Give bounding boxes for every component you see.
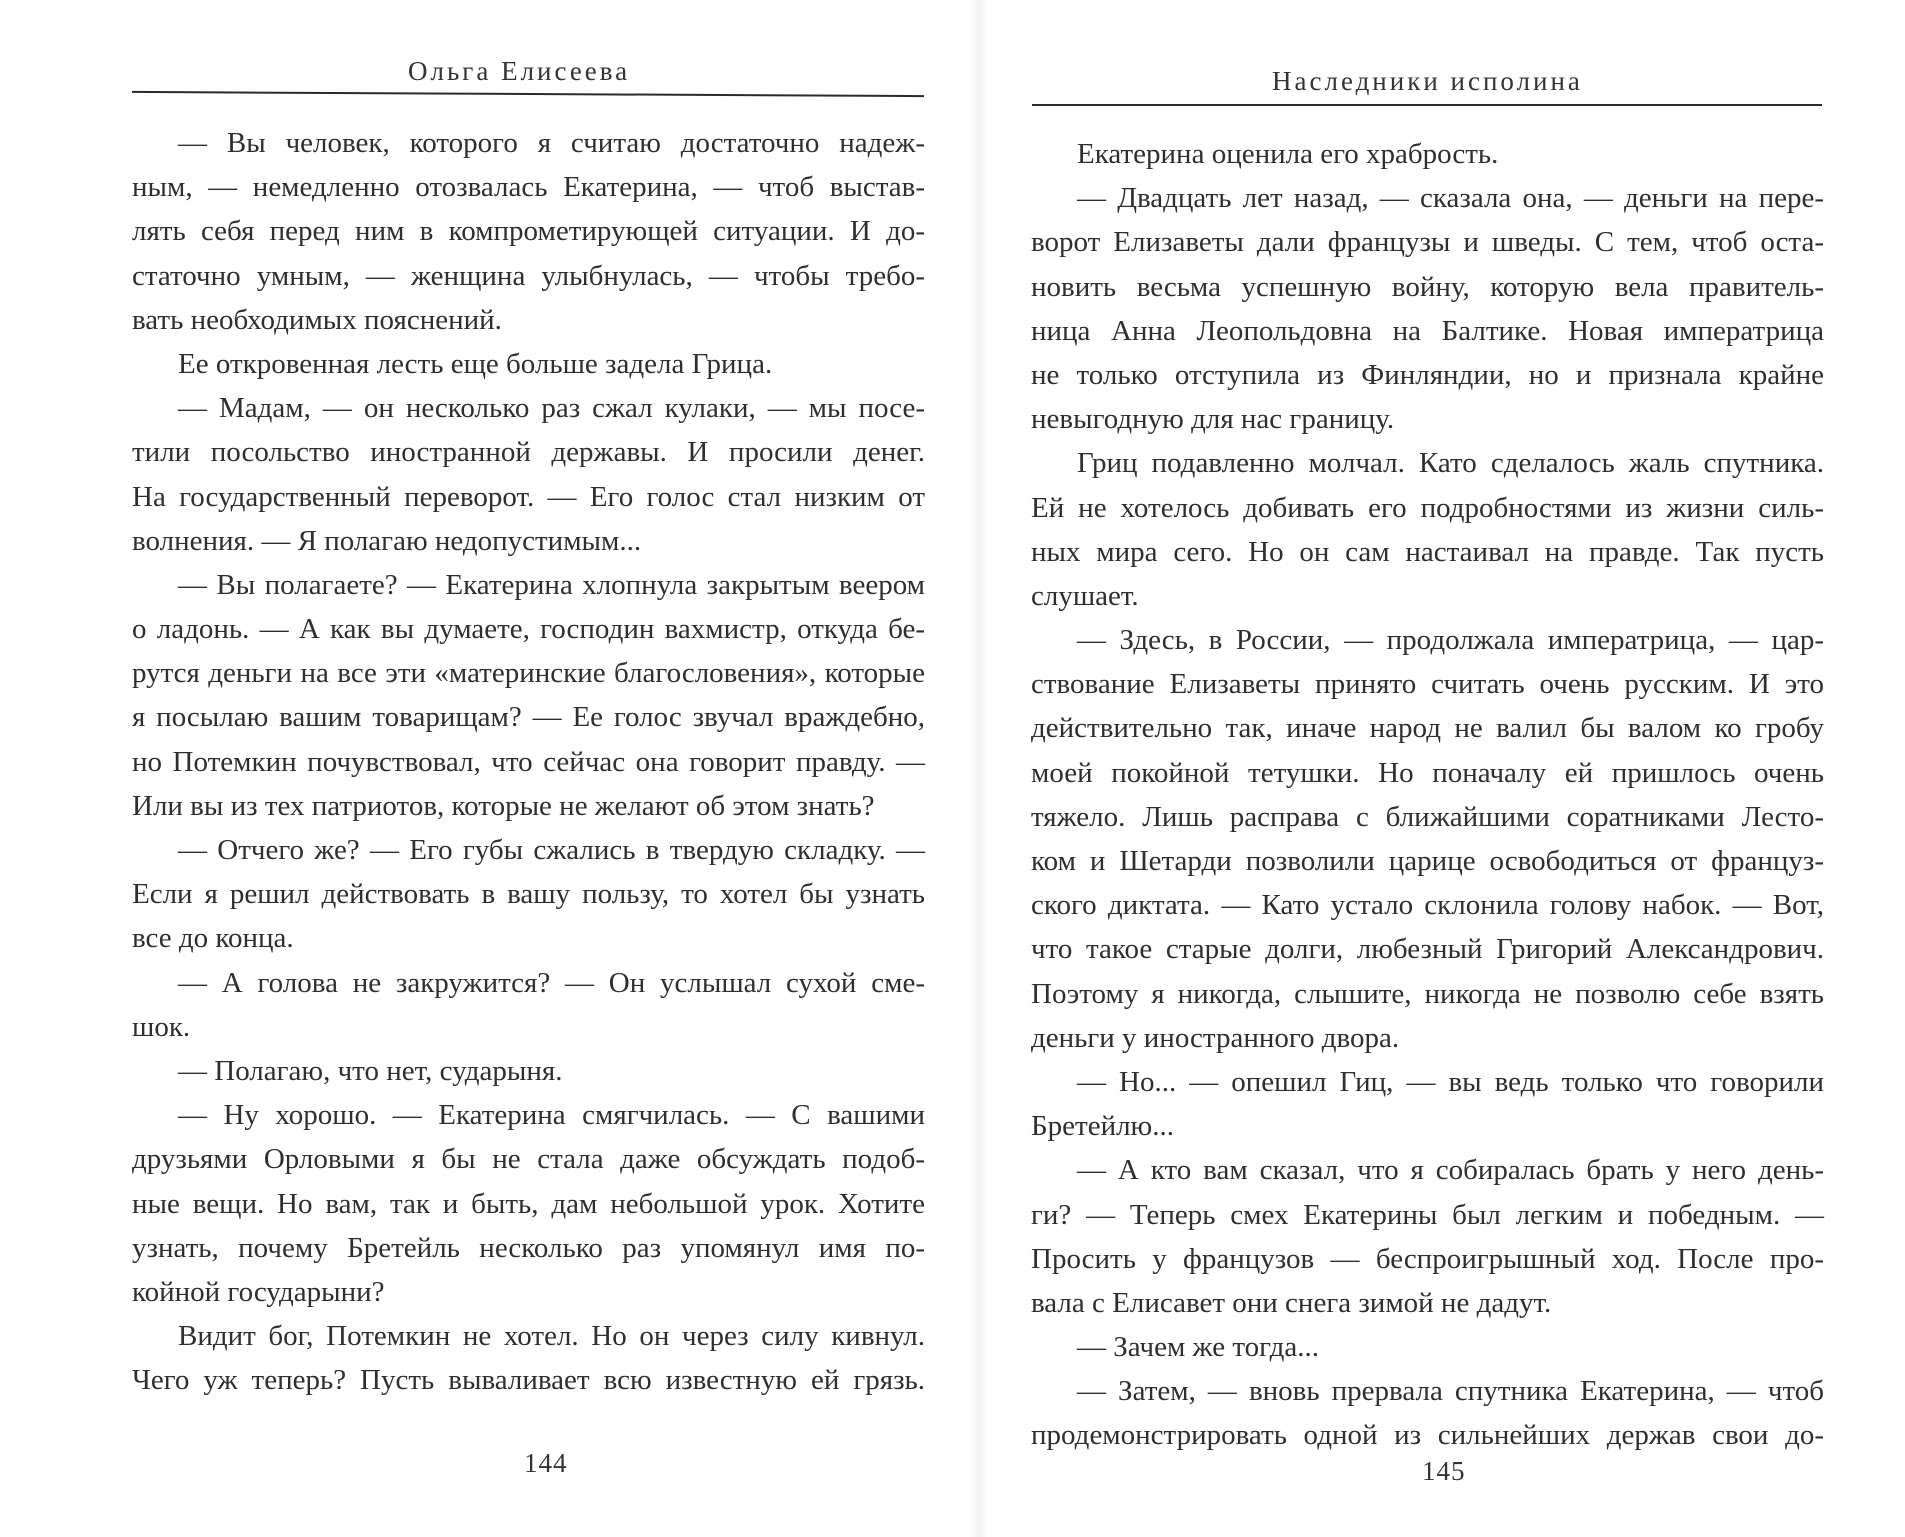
left-page-number: 144 bbox=[524, 1448, 568, 1478]
text-line: узнать, почему Бретейль несколько раз упомянул имя по- bbox=[132, 1231, 925, 1264]
text-line: деньги у иностранного двора. bbox=[1031, 1021, 1400, 1054]
text-line: тили посольство иностранной державы. И просили денег. bbox=[132, 436, 925, 469]
text-line: — Ну хорошо. — Екатерина смягчилась. — С вашими bbox=[178, 1099, 925, 1132]
text-line: слушает. bbox=[1031, 579, 1139, 612]
text-line: рутся деньги на все эти «материнские благословения», которые bbox=[132, 657, 925, 690]
text-line: — Мадам, — он несколько раз сжал кулаки, — мы посе- bbox=[178, 392, 925, 425]
text-line: продемонстрировать одной из сильнейших держав свои до- bbox=[1031, 1419, 1824, 1452]
text-line: действительно так, иначе народ не валил бы валом ко гробу bbox=[1031, 712, 1824, 745]
text-line: Просить у французов — беспроигрышный ход. После про- bbox=[1031, 1242, 1824, 1275]
text-line: Видит бог, Потемкин не хотел. Но он через силу кивнул. bbox=[178, 1320, 925, 1353]
text-line: но Потемкин почувствовал, что сейчас она говорит правду. — bbox=[132, 745, 925, 778]
left-header-rule bbox=[132, 91, 924, 97]
text-line: лять себя перед ним в компрометирующей ситуации. И до- bbox=[132, 215, 925, 248]
right-page-number: 145 bbox=[1422, 1456, 1466, 1486]
text-line: ги? — Теперь смех Екатерины был легким и победным. — bbox=[1031, 1198, 1824, 1231]
text-line: ского диктата. — Като устало склонила голову набок. — Вот, bbox=[1031, 889, 1824, 922]
text-line: друзьями Орловыми я бы не стала даже обсуждать подоб- bbox=[132, 1143, 925, 1176]
text-line: — Зачем же тогда... bbox=[1077, 1331, 1319, 1364]
text-line: статочно умным, — женщина улыбнулась, — чтобы требо- bbox=[132, 259, 925, 292]
text-line: ница Анна Леопольдовна на Балтике. Новая императрица bbox=[1031, 314, 1824, 347]
text-line: невыгодную для нас границу. bbox=[1031, 403, 1395, 436]
text-line: Если я решил действовать в вашу пользу, то хотел бы узнать bbox=[132, 878, 925, 911]
text-line: — Затем, — вновь прервала спутника Екатерина, — чтоб bbox=[1077, 1375, 1824, 1408]
text-line: не только отступила из Финляндии, но и признала крайне bbox=[1031, 358, 1824, 391]
text-line: — А кто вам сказал, что я собиралась брать у него день- bbox=[1077, 1154, 1824, 1187]
right-page bbox=[988, 0, 1905, 1537]
text-line: ных мира сего. Но он сам настаивал на правде. Так пусть bbox=[1031, 535, 1824, 568]
text-line: что такое старые долги, любезный Григорий Александрович. bbox=[1031, 933, 1824, 966]
book-gutter bbox=[970, 0, 988, 1537]
text-line: — Двадцать лет назад, — сказала она, — деньги на пере- bbox=[1077, 182, 1824, 215]
left-running-head: Ольга Елисеева bbox=[408, 56, 631, 86]
text-line: — Вы полагаете? — Екатерина хлопнула закрытым веером bbox=[178, 568, 925, 601]
text-line: ным, — немедленно отозвалась Екатерина, — чтоб выстав- bbox=[132, 171, 925, 204]
text-line: шок. bbox=[132, 1010, 191, 1043]
right-body-text bbox=[1031, 132, 1824, 1458]
text-line: койной государыни? bbox=[132, 1275, 385, 1308]
text-line: ворот Елизаветы дали французы и шведы. С тем, чтоб оста- bbox=[1031, 226, 1824, 259]
text-line: — А голова не закружится? — Он услышал сухой сме- bbox=[178, 966, 925, 999]
text-line: — Здесь, в России, — продолжала императрица, — цар- bbox=[1077, 624, 1824, 657]
text-line: — Отчего же? — Его губы сжались в твердую складку. — bbox=[178, 834, 925, 866]
text-line: Поэтому я никогда, слышите, никогда не позволю себе взять bbox=[1031, 977, 1824, 1010]
text-line: Чего уж теперь? Пусть вываливает всю известную ей грязь. bbox=[132, 1364, 925, 1397]
text-line: ствование Елизаветы принято считать очень русским. И это bbox=[1031, 668, 1824, 701]
text-line: — Полагаю, что нет, сударыня. bbox=[178, 1054, 563, 1087]
text-line: волнения. — Я полагаю недопустимым... bbox=[132, 524, 642, 557]
text-line: Или вы из тех патриотов, которые не желают об этом знать? bbox=[132, 789, 875, 822]
right-running-head: Наследники исполина bbox=[1272, 66, 1583, 96]
right-header-rule bbox=[1032, 104, 1822, 106]
text-line: о ладонь. — А как вы думаете, господин вахмистр, откуда бе- bbox=[132, 613, 925, 646]
text-line: моей покойной тетушки. Но поначалу ей пришлось очень bbox=[1031, 756, 1824, 789]
text-line: новить весьма успешную войну, которую вела правитель- bbox=[1031, 270, 1824, 303]
left-body-text bbox=[132, 121, 925, 1402]
text-line: ком и Шетарди позволили царице освободиться от француз- bbox=[1031, 845, 1824, 877]
text-line: вала с Елисавет они снега зимой не дадут. bbox=[1031, 1286, 1552, 1319]
text-line: все до конца. bbox=[132, 922, 294, 955]
text-line: — Вы человек, которого я считаю достаточно надеж- bbox=[178, 127, 925, 159]
text-line: Екатерина оценила его храбрость. bbox=[1077, 138, 1499, 170]
text-line: Гриц подавленно молчал. Като сделалось жаль спутника. bbox=[1077, 447, 1824, 480]
text-line: — Но... — опешил Гиц, — вы ведь только что говорили bbox=[1077, 1065, 1824, 1098]
text-line: Ее откровенная лесть еще больше задела Грица. bbox=[178, 347, 773, 380]
text-line: я посылаю вашим товарищам? — Ее голос звучал враждебно, bbox=[132, 701, 925, 734]
text-line: Ей не хотелось добивать его подробностями из жизни силь- bbox=[1031, 491, 1824, 524]
text-line: Бретейлю... bbox=[1031, 1110, 1174, 1143]
text-line: На государственный переворот. — Его голос стал низким от bbox=[132, 480, 925, 513]
text-line: вать необходимых пояснений. bbox=[132, 303, 502, 336]
text-line: тяжело. Лишь расправа с ближайшими соратниками Лесто- bbox=[1031, 800, 1824, 833]
text-line: ные вещи. Но вам, так и быть, дам небольшой урок. Хотите bbox=[132, 1187, 925, 1220]
